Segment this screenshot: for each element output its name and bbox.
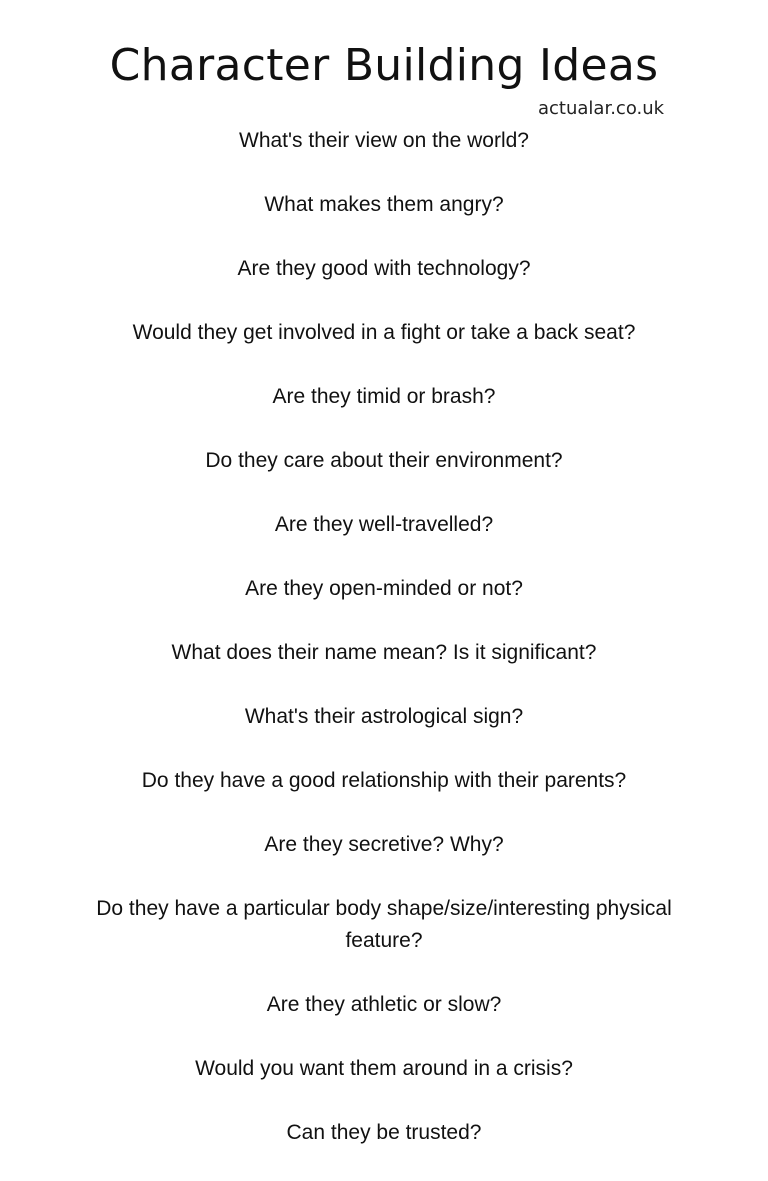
question-item: Are they secretive? Why? xyxy=(264,833,504,856)
question-item: Would they get involved in a fight or take a back seat? xyxy=(132,321,636,344)
question-item: Can they be trusted? xyxy=(286,1121,482,1144)
question-item: Do they have a good relationship with their parents? xyxy=(141,769,627,792)
question-item: Are they open-minded or not? xyxy=(245,577,523,600)
page-title: Character Building Ideas xyxy=(109,40,659,91)
question-item: Would you want them around in a crisis? xyxy=(195,1057,573,1080)
question-item: Are they well-travelled? xyxy=(274,513,494,536)
question-item: What's their astrological sign? xyxy=(244,705,524,728)
question-item: Do they have a particular body shape/size/interesting physical feature? xyxy=(96,897,672,952)
question-item: Are they athletic or slow? xyxy=(266,993,502,1016)
question-list xyxy=(0,125,768,1181)
question-item: Do they care about their environment? xyxy=(205,449,563,472)
question-item: What's their view on the world? xyxy=(239,129,529,152)
question-item: What makes them angry? xyxy=(264,193,504,216)
question-item: Are they timid or brash? xyxy=(272,385,496,408)
question-item: What does their name mean? Is it significant? xyxy=(171,641,597,664)
question-item: Are they good with technology? xyxy=(237,257,531,280)
source-website: actualar.co.uk xyxy=(538,98,665,119)
